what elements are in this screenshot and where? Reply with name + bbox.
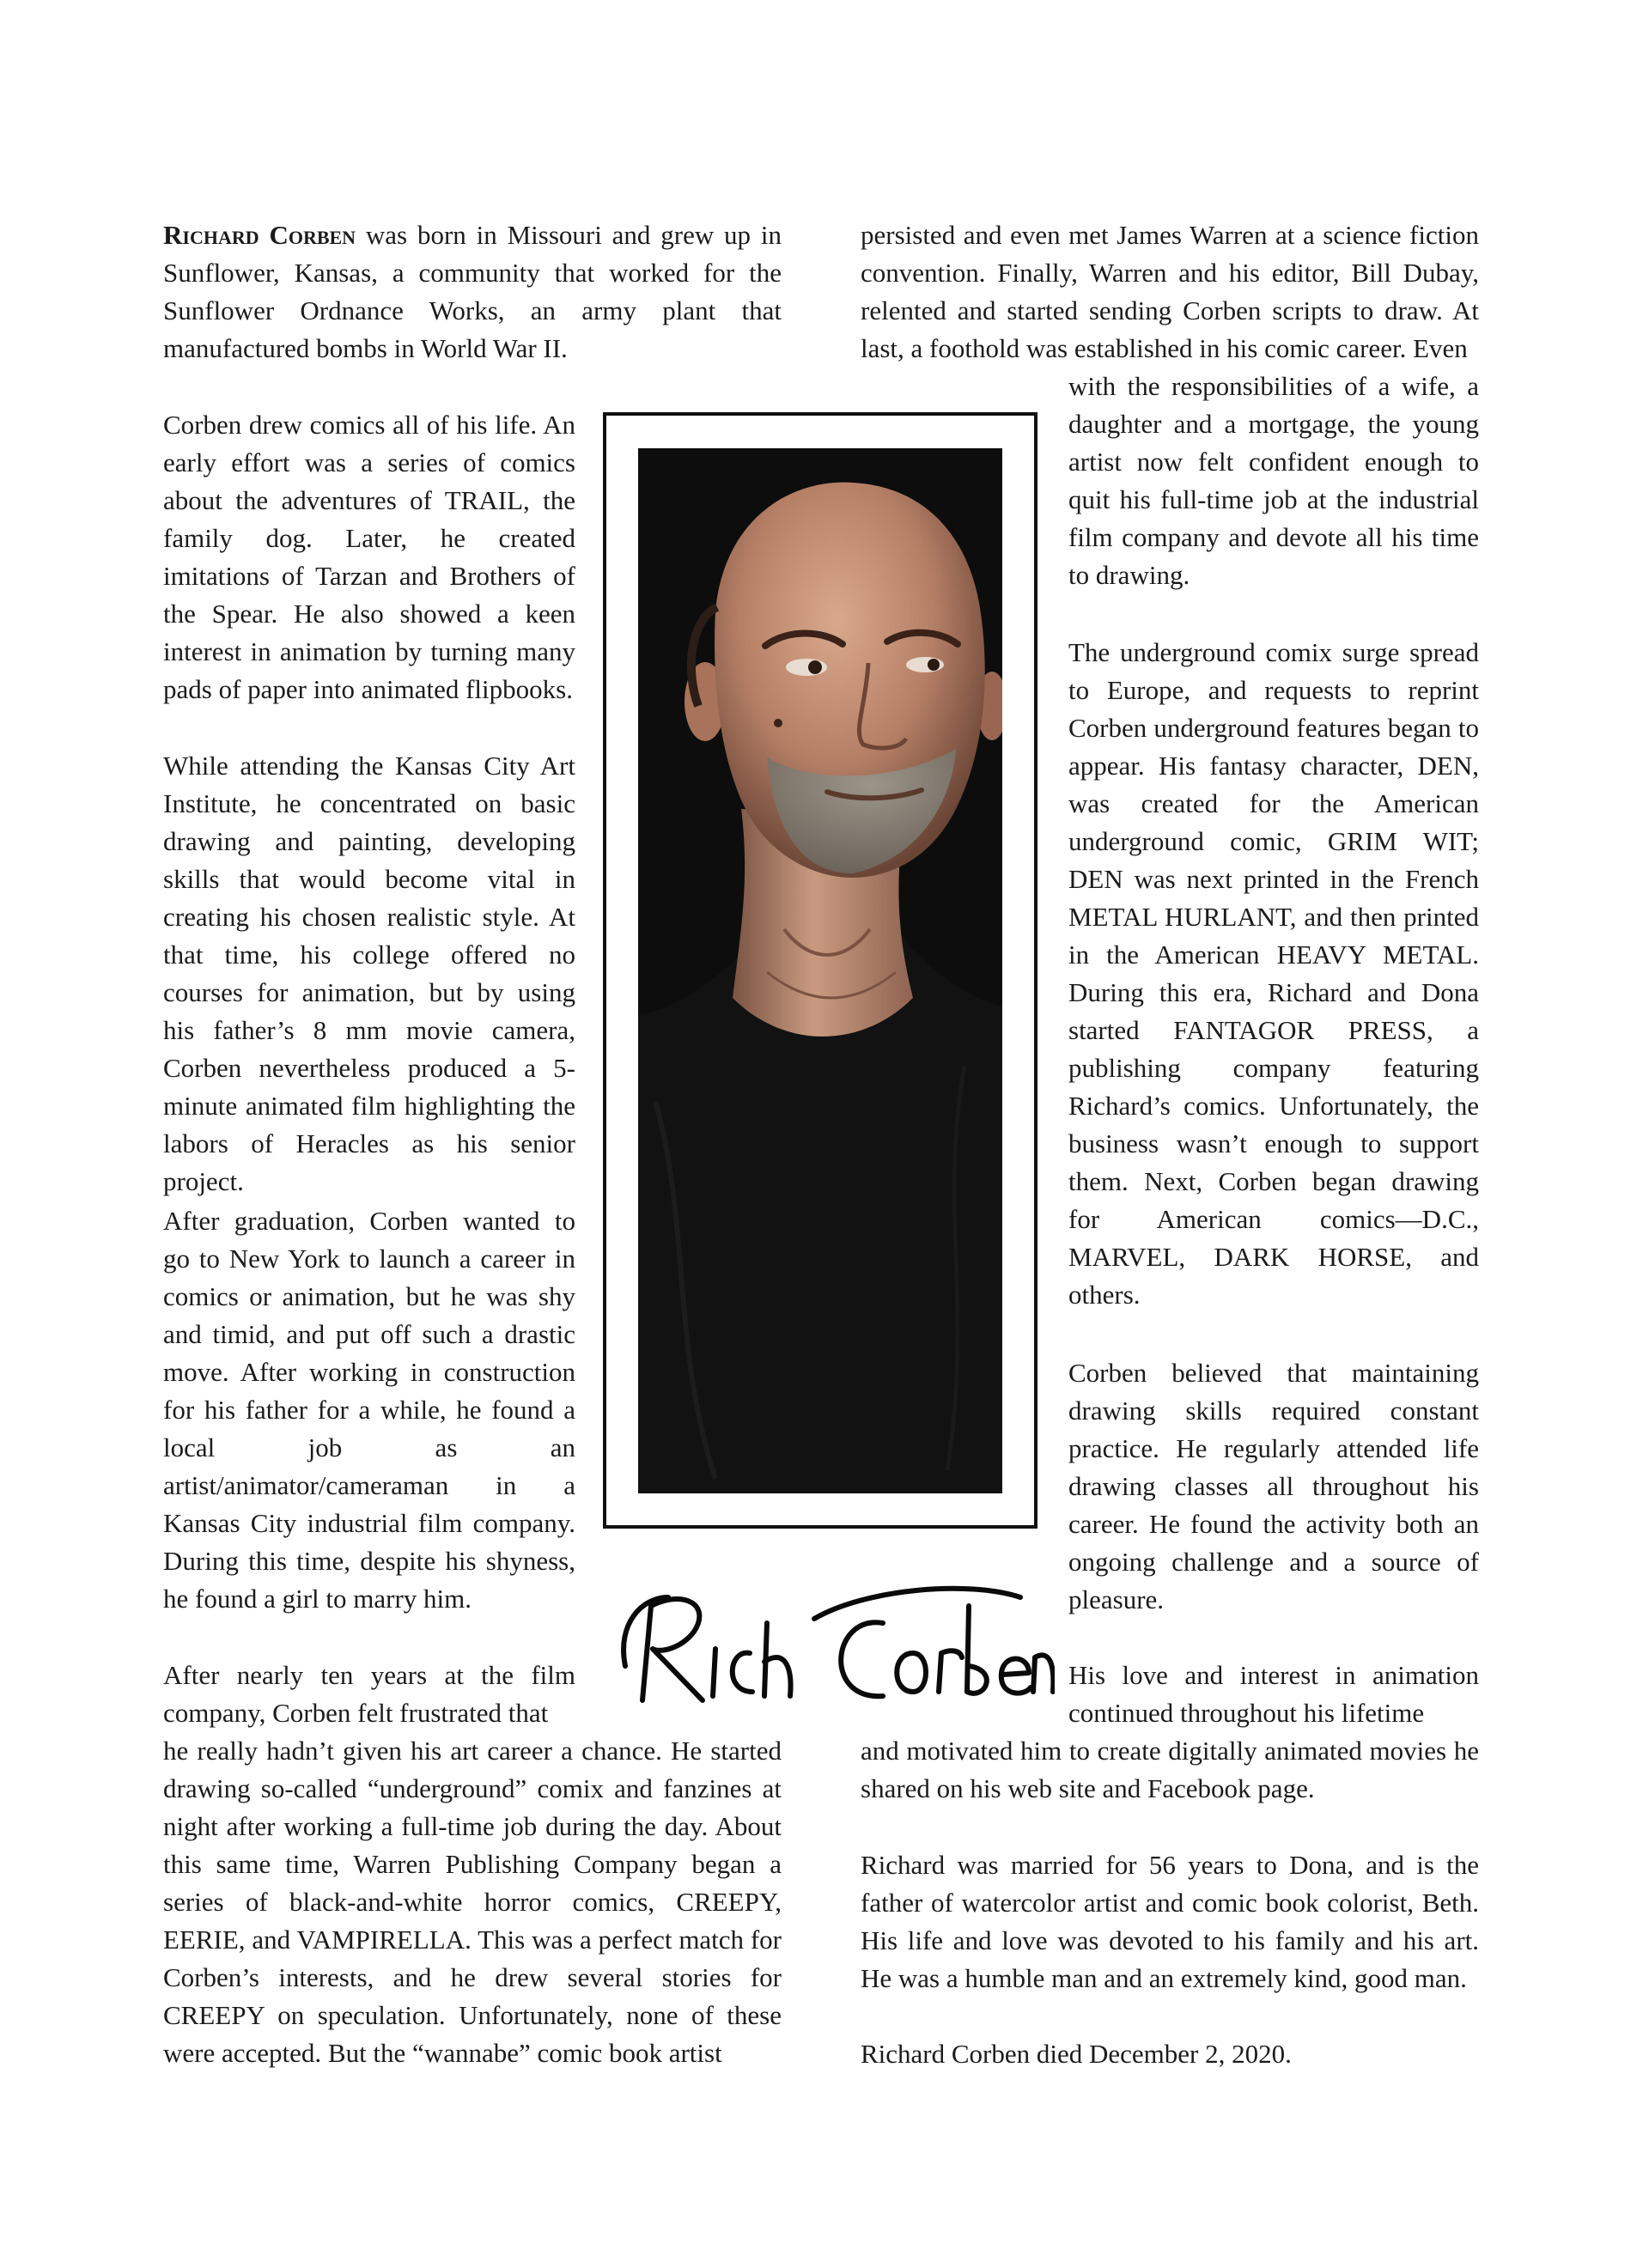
paragraph-intro — [163, 216, 782, 368]
paragraph-frustration-continued: he really hadn’t given his art career a chance. He started drawing so-called “underground” comix and fanzines at night after working a full-time job during the day. About this same time, Warren Publishing Company began a series of black-and-white horror comics, CREEPY, EERIE, and VAMPIRELLA. This was a perfect match for Corben’s interests, and he drew several stories for CREEPY on speculation. Unfortunately, none of these were accepted. But the “wannabe” comic book artist — [163, 1736, 782, 2068]
signature-image — [608, 1572, 1055, 1718]
paragraph-warren-start: persisted and even met James Warren at a science fiction convention. Finally, Warren and his editor, Bill Dubay, relented and started sending Corben scripts to draw. At last, a foothold was established in his comic career. Even — [861, 220, 1479, 363]
paragraph-early-comics: Corben drew comics all of his life. An early effort was a series of comics about the adventures of TRAIL, the family dog. Later, he created imitations of Tarzan and Brothers of the Spear. He also showed a keen interest in animation by turning many pads of paper into animated flipbooks. — [163, 410, 575, 704]
intro-text: was born in Missouri and grew up in Sunflower, Kansas, a community that worked for the Sunflower Ordnance Works, an army plant that manufactured bombs in World War II. — [163, 220, 782, 363]
paragraph-family: Richard was married for 56 years to Dona, and is the father of watercolor artist and comic book colorist, Beth. His life and love was devoted to his family and his art. He was a humble man and an extremely kind, good man. — [861, 1850, 1479, 1993]
paragraph-warren-continued: with the responsibilities of a wife, a daughter and a mortgage, the young artist now felt confident enough to quit his full-time job at the industrial film company and devote all his time to drawing. — [1068, 371, 1479, 590]
paragraph-frustration-start: After nearly ten years at the film company, Corben felt frustrated that — [163, 1660, 575, 1728]
paragraph-animation-start: His love and interest in animation continued throughout his lifetime — [1068, 1660, 1479, 1728]
paragraph-art-institute: While attending the Kansas City Art Institute, he concentrated on basic drawing and painting, developing skills that would become vital in creating his chosen realistic style. At that time, his college offered no courses for animation, but by using his father’s 8 mm movie camera, Corben nevertheless produced a 5-minute animated film highlighting the labors of Heracles as his senior project. — [163, 751, 575, 1196]
paragraph-practice: Corben believed that maintaining drawing skills required constant practice. He regularly attended life drawing classes all throughout his career. He found the activity both an ongoing challenge and a source of pleasure. — [1068, 1358, 1479, 1614]
lead-name: Richard Corben — [163, 220, 356, 250]
paragraph-graduation: After graduation, Corben wanted to go to New York to launch a career in comics or animation, but he was shy and timid, and put off such a drastic move. After working in construction for his father for a while, he found a local job as an artist/animator/cameraman in a Kansas City industrial film company. During this time, despite his shyness, he found a girl to marry him. — [163, 1206, 575, 1614]
portrait-image — [638, 448, 1002, 1493]
paragraph-underground-europe: The underground comix surge spread to Europe, and requests to reprint Corben underground features began to appear. His fantasy character, DEN, was created for the American underground comic, GRIM WIT; DEN was next printed in the French METAL HURLANT, and then printed in the American HEAVY METAL. During this era, Richard and Dona started FANTAGOR PRESS, a publishing company featuring Richard’s comics. Unfortunately, the business wasn’t enough to support them. Next, Corben began drawing for American comics—D.C., MARVEL, DARK HORSE, and others. — [1068, 637, 1479, 1310]
paragraph-animation-continued: and motivated him to create digitally animated movies he shared on his web site and Facebook page. — [861, 1736, 1479, 1803]
paragraph-death: Richard Corben died December 2, 2020. — [861, 2039, 1292, 2069]
